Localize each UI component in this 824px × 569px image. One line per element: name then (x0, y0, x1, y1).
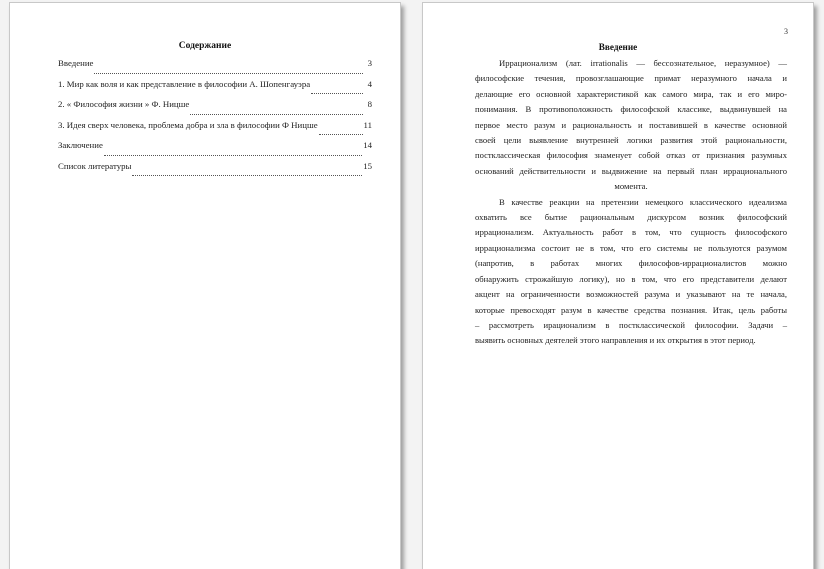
toc-leader-dots (94, 73, 363, 74)
text-line: акцент на ограниченности возможностей разума и указывают на те начала, (475, 289, 787, 300)
page-number: 3 (784, 27, 788, 36)
toc-leader-dots (132, 175, 362, 176)
text-line: момента. (614, 181, 648, 192)
toc-entry-page: 11 (363, 119, 372, 130)
text-line: которые превосходят разум в качестве средства познания. Итак, цель работы (475, 304, 787, 315)
text-line: В качестве реакции на претензии немецкого классического идеализма (499, 196, 787, 207)
text-line: иррационализм. Актуальность работ в том, что сущность философского (475, 227, 787, 238)
toc-entry (58, 120, 372, 141)
text-line: своей цели выявление внутренней логики развития этой рациональности, (475, 135, 787, 146)
section-title: Введение (598, 42, 638, 52)
toc-entry-text: 1. Мир как воля и как представление в философии А. Шопенгауэра (58, 78, 311, 89)
toc-entry-text: 3. Идея сверх человека, проблема добра и зла в философии Ф Ницше (58, 119, 318, 130)
toc-entry-text: Заключение (58, 140, 103, 150)
toc-entry-text: Список литературы (58, 160, 132, 171)
toc-leader-dots (311, 93, 363, 94)
text-line: обнаружить строжайшую логику), но в том, что его представители делают (475, 273, 787, 284)
toc-entry (58, 79, 372, 100)
toc-entry (58, 140, 372, 161)
toc-entry-page: 4 (367, 78, 372, 89)
toc-entry-page: 3 (367, 58, 372, 68)
page-introduction (422, 2, 814, 569)
toc-list (58, 58, 372, 181)
text-line: делающие его основной характеристикой как самого мира, так и его миро- (475, 88, 787, 99)
text-line: постклассическая философия знаменует собой отказ от признания разумных (475, 150, 787, 161)
toc-entry-page: 8 (367, 99, 372, 109)
text-line: Иррационализм (лат. irrationalis — бессознательное, неразумное) — (499, 58, 787, 68)
toc-entry (58, 58, 372, 79)
toc-entry-page: 14 (363, 140, 372, 150)
text-line: иррационализма состоит не в том, что его системы не пользуются разумом (475, 242, 787, 253)
page-table-of-contents (9, 2, 401, 569)
text-line: (напротив, в работах многих философов-иррационалистов можно (475, 258, 787, 269)
toc-entry-text: Введение (58, 58, 94, 68)
toc-entry (58, 161, 372, 182)
toc-leader-dots (104, 155, 362, 156)
text-line: охватить все бытие рациональным дискурсом возник философский (475, 212, 787, 223)
text-line: выявить основных деятелей этого направления и их открытия в этот период. (475, 335, 756, 346)
toc-title: Содержание (178, 41, 232, 51)
text-line: философские течения, провозглашающие примат неразумного начала и (475, 73, 787, 84)
text-line: – рассмотреть ирационализм в постклассической философии. Задачи – (475, 319, 787, 330)
toc-entry-text: 2. « Философия жизни » Ф. Ницше (58, 99, 190, 109)
toc-leader-dots (319, 134, 363, 135)
text-line: понимания. В противоположность философской классике, выдвинувшей на (475, 104, 787, 115)
toc-entry-page: 15 (363, 160, 372, 171)
text-line: оснований действительности и выдвижение на первый план иррационального (475, 165, 787, 176)
body-text (475, 56, 787, 349)
text-line: первое место разум и рациональность и поставившей в качестве основной (475, 119, 787, 130)
toc-leader-dots (190, 114, 363, 115)
toc-entry (58, 99, 372, 120)
